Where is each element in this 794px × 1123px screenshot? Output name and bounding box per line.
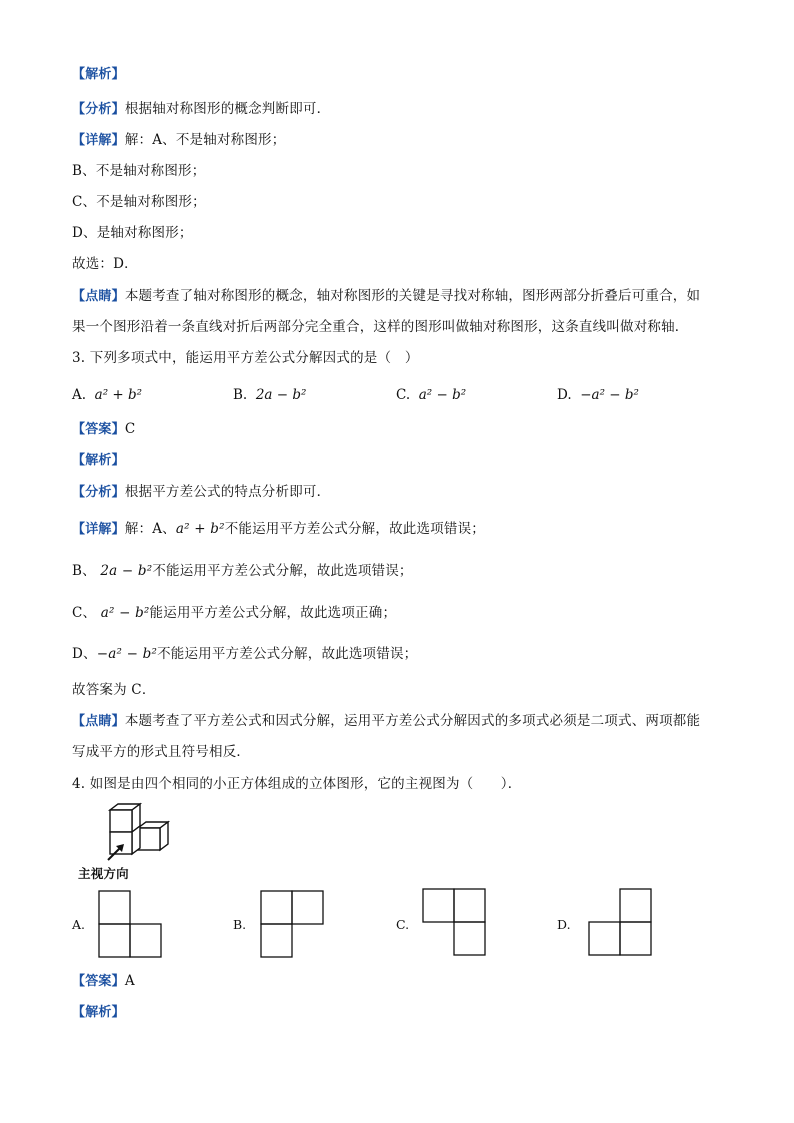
- detail-b: B、不是轴对称图形；: [72, 163, 206, 179]
- detail-line: 【详解】解：A、不是轴对称图形；: [72, 132, 286, 148]
- option-d: D. −a² − b²: [557, 387, 639, 403]
- detail-d: D、−a² − b²不能运用平方差公式分解，故此选项错误；: [72, 646, 418, 662]
- question-4-stem: 4. 如图是由四个相同的小正方体组成的立体图形，它的主视图为（ ）．: [72, 776, 522, 792]
- answer-line: 【答案】C: [72, 421, 136, 437]
- option-b-view: [260, 890, 326, 958]
- analysis-line: 【分析】根据平方差公式的特点分析即可．: [72, 484, 331, 500]
- choice-line: 故选：D．: [72, 256, 138, 272]
- comment-line-1: 【点睛】本题考查了平方差公式和因式分解，运用平方差公式分解因式的多项式必须是二项式、两项都能: [72, 713, 701, 729]
- option-a: A. a² + b²: [72, 387, 143, 403]
- final-answer: 故答案为 C．: [72, 682, 156, 698]
- option-c-view: [422, 888, 488, 958]
- analysis-line: 【分析】根据轴对称图形的概念判断即可．: [72, 101, 331, 117]
- option-a-label: A.: [72, 917, 86, 932]
- question-3-stem: 3. 下列多项式中，能运用平方差公式分解因式的是（ ）: [72, 350, 419, 366]
- option-c-label: C.: [396, 917, 410, 932]
- comment-line-2: 果一个图形沿着一条直线对折后两部分完全重合，这样的图形叫做轴对称图形，这条直线叫做对称轴．: [72, 319, 689, 335]
- option-c: C. a² − b²: [396, 387, 467, 403]
- comment-line-2: 写成平方的形式且符号相反．: [72, 744, 251, 760]
- detail-c: C、不是轴对称图形；: [72, 194, 206, 210]
- option-d-label: D.: [557, 917, 571, 932]
- analysis-heading: 【解析】: [72, 453, 125, 468]
- detail-c: C、 a² − b²能运用平方差公式分解，故此选项正确；: [72, 605, 397, 621]
- analysis-heading: 【解析】: [72, 1005, 125, 1020]
- detail-d: D、是轴对称图形；: [72, 225, 193, 241]
- option-a-view: [98, 890, 164, 958]
- comment-line-1: 【点睛】本题考查了轴对称图形的概念，轴对称图形的关键是寻找对称轴，图形两部分折叠后可重合，如: [72, 288, 701, 304]
- option-d-view: [588, 888, 654, 958]
- analysis-heading: 【解析】: [72, 67, 125, 82]
- view-direction-label: 主视方向: [78, 866, 129, 881]
- detail-a: 【详解】解：A、a² + b²不能运用平方差公式分解，故此选项错误；: [72, 521, 485, 537]
- option-b-label: B.: [233, 917, 247, 932]
- answer-line: 【答案】A: [72, 973, 135, 989]
- detail-b: B、 2a − b²不能运用平方差公式分解，故此选项错误；: [72, 563, 413, 579]
- option-b: B. 2a − b²: [233, 387, 307, 403]
